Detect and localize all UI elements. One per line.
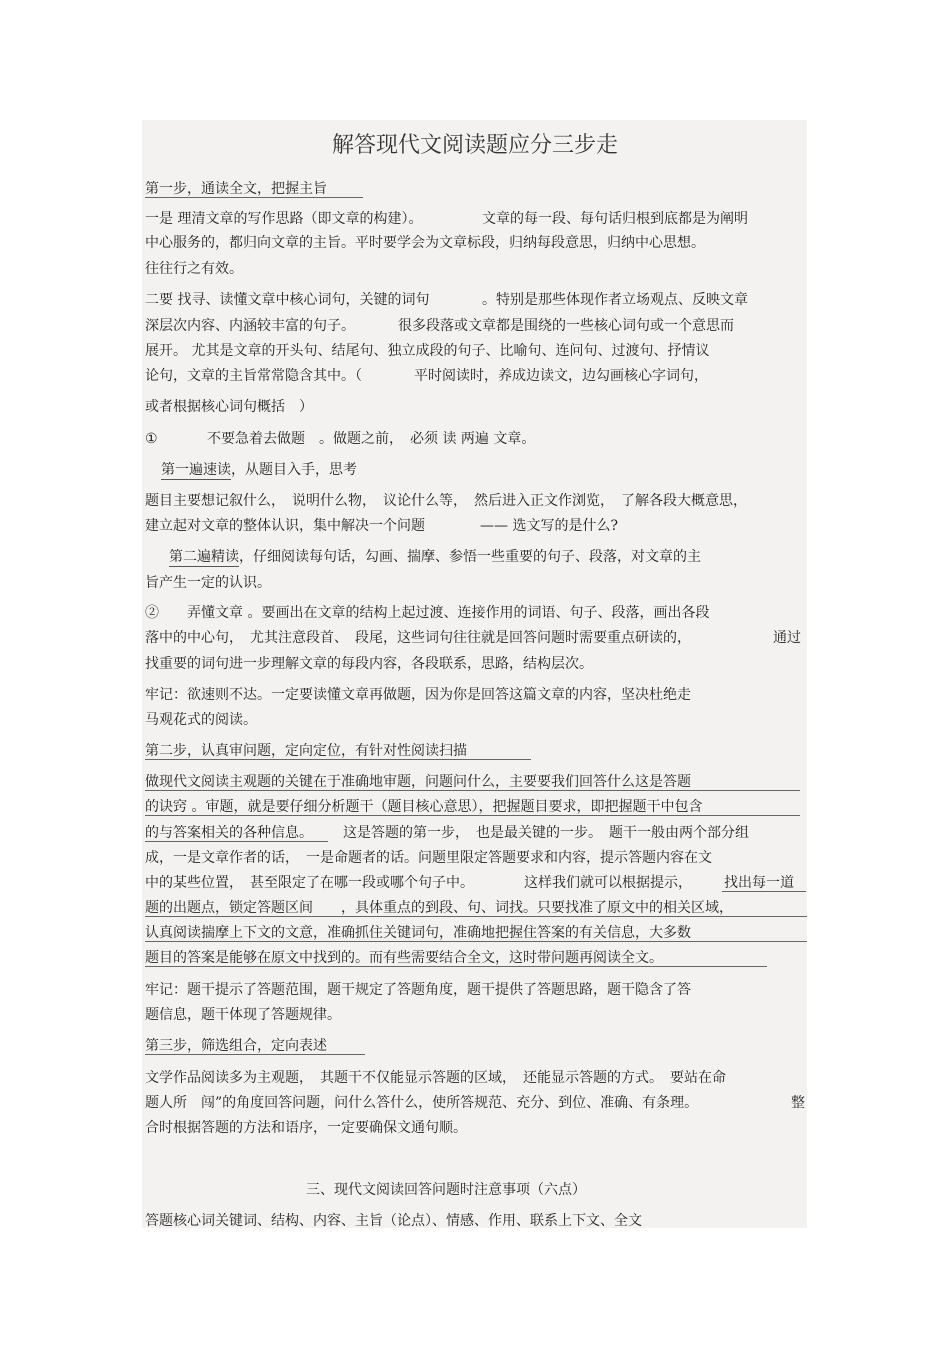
text-line: 文章的每一段、每句话归根到底都是为阐明 [482,211,748,227]
step3-heading: 第三步，筛选组合，定向表述 [145,1038,327,1054]
text-line: 题信息，题干体现了答题规律。 [145,1007,341,1023]
text-line: 合时根据答题的方法和语序，一定要确保文通句顺。 [145,1120,467,1136]
text-line: 不要急着去做题 。做题之前， 必须 读 两遍 文章。 [207,431,536,447]
circled-number-1: ① [145,431,158,447]
underline [145,941,807,942]
text-line: 通过 [773,630,801,646]
text-line: 或者根据核心词句概括 ） [145,399,313,415]
text-line: 题的出题点，锁定答题区间 ，具体重点的到段、句、词找。只要找准了原文中的相关区域， [145,900,733,916]
text-line: 文学作品阅读多为主观题， 其题干不仅能显示答题的区域， 还能显示答题的方式。 要站在命 [145,1070,726,1086]
text-line: 二要 找寻、读懂文章中核心词句，关键的词句 [145,292,430,308]
text-line: 找重要的词句进一步理解文章的每段内容，各段联系，思路，结构层次。 [145,656,593,672]
underline [145,815,800,816]
text-line: 马观花式的阅读。 [145,712,257,728]
first-read-underlined: 第一遍速读 [161,462,231,478]
text-fragment: ，从题目入手，思考 [231,462,357,478]
second-read-underlined: 第二遍精读 [169,549,239,565]
text-line: 这是答题的第一步， 也是最关键的一步。 题干一般由两个部分组 [343,825,749,841]
page-sheet [142,120,807,1228]
text-line: 题目主要想记叙什么， 说明什么物， 议论什么等， 然后进入正文作浏览， 了解各段大概意思， [145,493,747,509]
text-line: 牢记：欲速则不达。一定要读懂文章再做题，因为你是回答这篇文章的内容，坚决杜绝走 [145,687,691,703]
text-line: 往往行之有效。 [145,261,243,277]
text-line: ② 弄懂文章 。要画出在文章的结构上起过渡、连接作用的词语、句子、段落，画出各段 [145,605,710,621]
underline [722,891,806,892]
text-line: 平时阅读时，养成边读文，边勾画核心字词句， [414,368,708,384]
text-line: 整 [791,1095,805,1111]
page-title: 解答现代文阅读题应分三步走 [331,133,618,158]
section-heading: 三、现代文阅读回答问题时注意事项（六点） [306,1182,586,1198]
text-line: 中的某些位置， 甚至限定了在哪一段或哪个句子中。 [145,875,474,891]
text-line: 很多段落或文章都是围绕的一些核心词句或一个意思而 [398,318,734,334]
text-line: 题人所 闯”的角度回答问题，问什么答什么，使所答规范、充分、到位、准确、有条理。 [145,1095,699,1111]
text-line: 题目的答案是能够在原文中找到的。而有些需要结合全文，这时带问题再阅读全文。 [145,950,663,966]
underline [145,966,767,967]
underline [145,916,807,917]
step1-heading: 第一步，通读全文，把握主旨 [145,181,327,197]
text-fragment: ，仔细阅读每句话，勾画、揣摩、参悟一些重要的句子、段落，对文章的主 [239,549,701,565]
text-line: 成，一是文章作者的话， 一是命题者的话。问题里限定答题要求和内容，提示答题内容在文 [145,850,712,866]
text-line: 中心服务的，都归向文章的主旨。平时要学会为文章标段，归纳每段意思，归纳中心思想。 [145,235,705,251]
first-read-label [161,461,357,479]
step2-heading: 第二步，认真审问题，定向定位，有针对性阅读扫描 [145,743,467,759]
text-line: 这样我们就可以根据提示， [524,875,692,891]
step2-underline [145,759,531,760]
text-line: 的与答案相关的各种信息。 [145,825,313,841]
text-line: 认真阅读揣摩上下文的文意，准确抓住关键词句，准确地把握住答案的有关信息，大多数 [145,925,691,941]
text-line: 找出每一道 [724,875,794,891]
step1-underline [145,197,363,198]
text-line: 。特别是那些体现作者立场观点、反映文章 [482,292,748,308]
text-line: 的诀窍 。审题，就是要仔细分析题干（题目核心意思），把握题目要求，即把握题干中包含 [145,799,703,815]
text-line: 建立起对文章的整体认识，集中解决一个问题 [145,518,425,534]
text-line: 展开。 尤其是文章的开头句、结尾句、独立成段的句子、比喻句、连问句、过渡句、抒情议 [145,343,710,359]
text-line: 一是 理清文章的写作思路（即文章的构建）。 [145,211,423,227]
text-line: 旨产生一定的认识。 [145,575,271,591]
text-line: 做现代文阅读主观题的关键在于准确地审题，问题问什么，主要要我们回答什么这是答题 [145,774,691,790]
underline [145,790,800,791]
text-line: 论句，文章的主旨常常隐含其中。（ [145,368,362,384]
underline [145,841,328,842]
text-line: —— 选文写的是什么? [480,518,618,534]
text-line: 深层次内容、内涵较丰富的句子。 [145,318,355,334]
second-read-label [169,548,701,566]
text-line: 答题核心词关键词、结构、内容、主旨（论点）、情感、作用、联系上下文、全文 [145,1213,642,1229]
step3-underline [145,1054,365,1055]
text-line: 牢记：题干提示了答题范围，题干规定了答题角度，题干提供了答题思路，题干隐含了答 [145,982,691,998]
text-line: 落中的中心句， 尤其注意段首、 段尾，这些词句往往就是回答问题时需要重点研读的， [145,630,691,646]
